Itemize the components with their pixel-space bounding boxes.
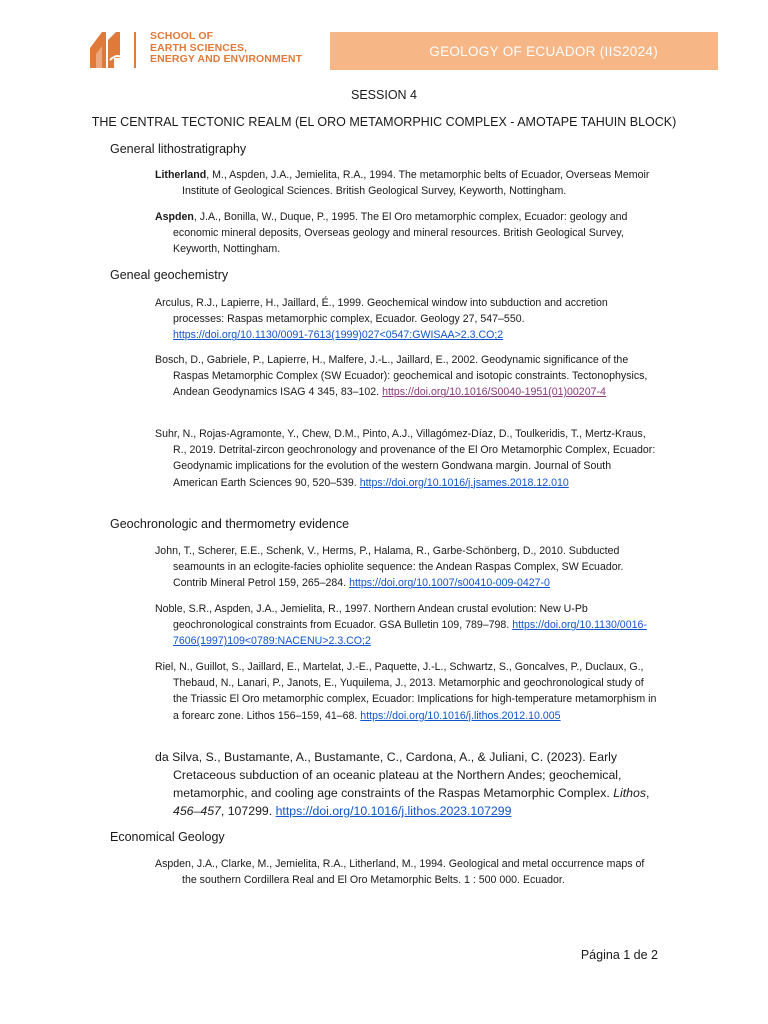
- reference-author: Aspden: [155, 211, 194, 223]
- reference-text: Suhr, N., Rojas-Agramonte, Y., Chew, D.M., Pinto, A.J., Villagómez-Díaz, D., Toulkeridis, T., Mertz-Kraus, R., 2019. Detrital-zircon geochronology and provenance of the El Oro Metamorphic Complex, Ecuador: Geodynamic implications for the evolution of the western Gondwana margin. Journal of South American Earth Sciences 90, 520–539.: [155, 428, 656, 489]
- school-logo-icon: [88, 30, 144, 72]
- reference-doi-link[interactable]: https://doi.org/10.1130/0016-7606(1997)109<0789:NACENU>2.3.CO;2: [173, 619, 647, 648]
- reference-item: [155, 748, 658, 820]
- school-name-line-1: SCHOOL OF: [150, 30, 214, 42]
- reference-doi-link[interactable]: https://doi.org/10.1016/j.lithos.2023.107299: [275, 804, 512, 818]
- page-number: Página 1 de 2: [580, 948, 658, 962]
- reference-item: [155, 601, 658, 650]
- reference-text: , M., Aspden, J.A., Jemielita, R.A., 1994. The metamorphic belts of Ecuador, Overseas Memoir Institute of Geological Sciences. British Geological Survey, Keyworth, Nottingham.: [182, 169, 650, 198]
- reference-author: Litherland: [155, 169, 207, 181]
- school-logo: [88, 30, 303, 72]
- reference-journal: Lithos: [613, 786, 647, 800]
- school-name: [150, 31, 302, 66]
- reference-doi-link[interactable]: https://doi.org/10.1016/j.lithos.2012.10.005: [360, 709, 561, 722]
- school-name-line-2: EARTH SCIENCES,: [150, 41, 248, 54]
- reference-text: da Silva, S., Bustamante, A., Bustamante, C., Cardona, A., & Juliani, C. (2023). Early Cretaceous subduction of an oceanic plateau at the Northern Andes; geochemical, metamorphic, and cooling age constraints of the Raspas Metamorphic Complex.: [155, 750, 622, 800]
- reference-item: [155, 209, 658, 258]
- reference-doi-link[interactable]: https://doi.org/10.1016/S0040-1951(01)00207-4: [382, 386, 606, 399]
- school-name-line-3: ENERGY AND ENVIRONMENT: [150, 53, 303, 65]
- reference-doi-link[interactable]: https://doi.org/10.1130/0091-7613(1999)027<0547:GWISAA>2.3.CO;2: [173, 329, 504, 342]
- reference-text: Bosch, D., Gabriele, P., Lapierre, H., Malfere, J.-L., Jaillard, E., 2002. Geodynamic significance of the Raspas Metamorphic Complex (SW Ecuador): geochemical and isotopic constraints. Tectonophysics, Andean Geodynamics ISAG 4 345, 83–102.: [155, 354, 648, 399]
- course-title: GEOLOGY OF ECUADOR (IIS2024): [429, 43, 658, 59]
- section-heading: Geneal geochemistry: [110, 268, 229, 282]
- reference-item: [155, 167, 658, 199]
- reference-item: [155, 659, 658, 724]
- reference-item: [155, 426, 658, 491]
- course-banner: [330, 32, 718, 70]
- reference-text: Aspden, J.A., Clarke, M., Jemielita, R.A., Litherland, M., 1994. Geological and metal occurrence maps of the southern Cordillera Real and El Oro Metamorphic Belts. 1 : 500 000. Ecuador.: [155, 858, 645, 887]
- section-heading: General lithostratigraphy: [110, 142, 247, 156]
- reference-item: [155, 295, 658, 344]
- reference-item: [155, 352, 658, 401]
- reference-text: ,: [646, 786, 650, 800]
- reference-text: Noble, S.R., Aspden, J.A., Jemielita, R., 1997. Northern Andean crustal evolution: New U-Pb geochronological constraints from Ecuador. GSA Bulletin 109, 789–798.: [155, 603, 588, 632]
- reference-text: , J.A., Bonilla, W., Duque, P., 1995. The El Oro metamorphic complex, Ecuador: geology and economic mineral deposits, Overseas geology and mineral resources. British Geological Survey, Keyworth, Nottingham.: [173, 211, 628, 256]
- section-heading: Geochronologic and thermometry evidence: [110, 517, 350, 531]
- reference-text: Arculus, R.J., Lapierre, H., Jaillard, É., 1999. Geochemical window into subduction and accretion processes: Raspas metamorphic complex, Ecuador. Geology 27, 547–550.: [155, 297, 608, 326]
- reference-text: , 107299.: [220, 804, 276, 818]
- reference-volume: 456–457: [173, 804, 221, 818]
- realm-title: THE CENTRAL TECTONIC REALM (EL ORO METAMORPHIC COMPLEX - AMOTAPE TAHUIN BLOCK): [91, 115, 677, 129]
- reference-text: Riel, N., Guillot, S., Jaillard, E., Martelat, J.-E., Paquette, J.-L., Schwartz, S., Goncalves, P., Duclaux, G., Thebaud, N., Lanari, P., Janots, E., Yuquilema, J., 2013. Metamorphic and geochronological study of the Triassic El Oro metamorphic complex, Ecuador: Implications for high-temperature metamorphism in a forearc zone. Lithos 156–159, 41–68.: [155, 661, 657, 722]
- reference-text: John, T., Scherer, E.E., Schenk, V., Herms, P., Halama, R., Garbe-Schönberg, D., 2010. Subducted seamounts in an eclogite-facies ophiolite sequence: the Andean Raspas Complex, SW Ecuador. Contrib Mineral Petrol 159, 265–284.: [155, 545, 624, 590]
- section-heading: Economical Geology: [110, 830, 225, 844]
- reference-item: [155, 543, 658, 592]
- reference-doi-link[interactable]: https://doi.org/10.1016/j.jsames.2018.12.010: [359, 476, 569, 489]
- reference-item: [155, 856, 658, 888]
- session-title: SESSION 4: [351, 88, 417, 102]
- reference-doi-link[interactable]: https://doi.org/10.1007/s00410-009-0427-0: [349, 577, 550, 590]
